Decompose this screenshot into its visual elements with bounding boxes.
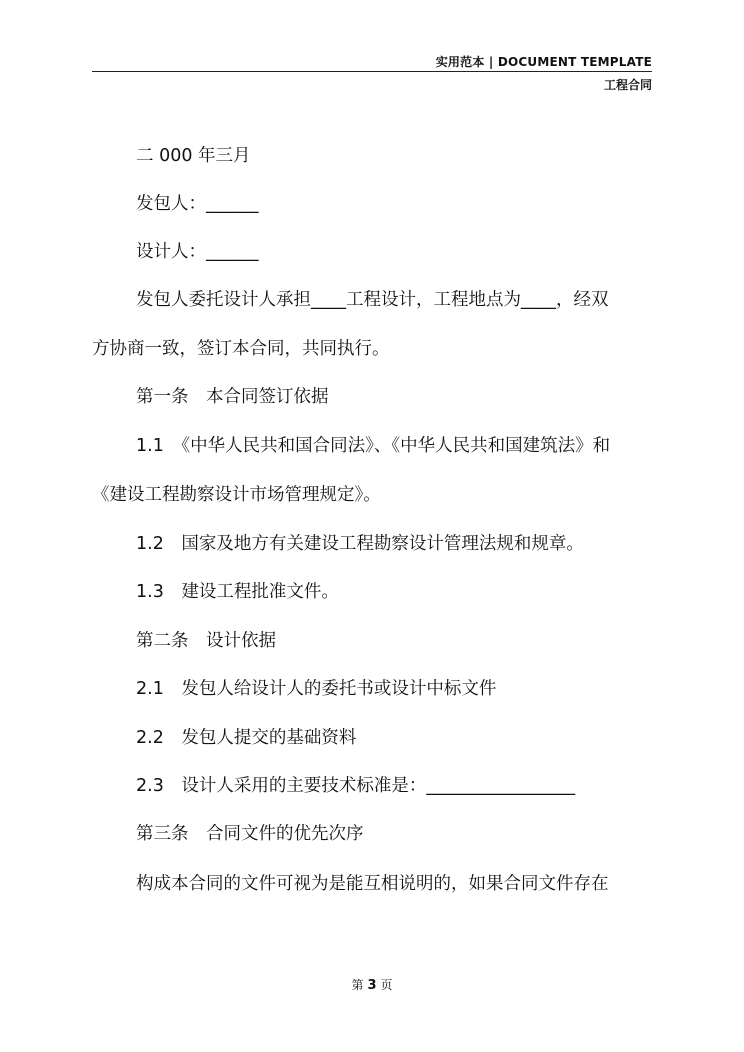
- intro-paragraph-line-1: 发包人委托设计人承担____工程设计，工程地点为____，经双: [136, 290, 609, 310]
- footer-prefix: 第: [351, 978, 364, 992]
- employer-line: 发包人：______: [136, 194, 259, 214]
- article-3-paragraph-line-1: 构成本合同的文件可视为是能互相说明的，如果合同文件存在: [136, 874, 609, 894]
- clause-2-1: 2.1 发包人给设计人的委托书或设计中标文件: [136, 679, 497, 699]
- clause-2-2: 2.2 发包人提交的基础资料: [136, 728, 357, 748]
- page-number: 3: [367, 978, 377, 993]
- article-3-heading: 第三条 合同文件的优先次序: [136, 824, 364, 844]
- clause-1-3: 1.3 建设工程批准文件。: [136, 582, 339, 602]
- date-line: 二 000 年三月: [136, 146, 251, 166]
- header-title: 实用范本 | DOCUMENT TEMPLATE: [435, 55, 652, 69]
- clause-1-1-line-1: 1.1 《中华人民共和国合同法》、《中华人民共和国建筑法》和: [136, 436, 611, 456]
- clause-1-1-line-2: 《建设工程勘察设计市场管理规定》。: [92, 485, 381, 505]
- clause-1-2: 1.2 国家及地方有关建设工程勘察设计管理法规和规章。: [136, 534, 584, 554]
- page-footer: [0, 976, 744, 993]
- article-2-heading: 第二条 设计依据: [136, 631, 276, 651]
- intro-paragraph-line-2: 方协商一致，签订本合同，共同执行。: [92, 339, 390, 359]
- footer-suffix: 页: [380, 978, 393, 992]
- clause-2-3: 2.3 设计人采用的主要技术标准是：_________________: [136, 776, 576, 796]
- article-1-heading: 第一条 本合同签订依据: [136, 387, 329, 407]
- header-divider: [92, 71, 652, 72]
- designer-line: 设计人：______: [136, 242, 259, 262]
- header-subtitle: 工程合同: [603, 78, 652, 92]
